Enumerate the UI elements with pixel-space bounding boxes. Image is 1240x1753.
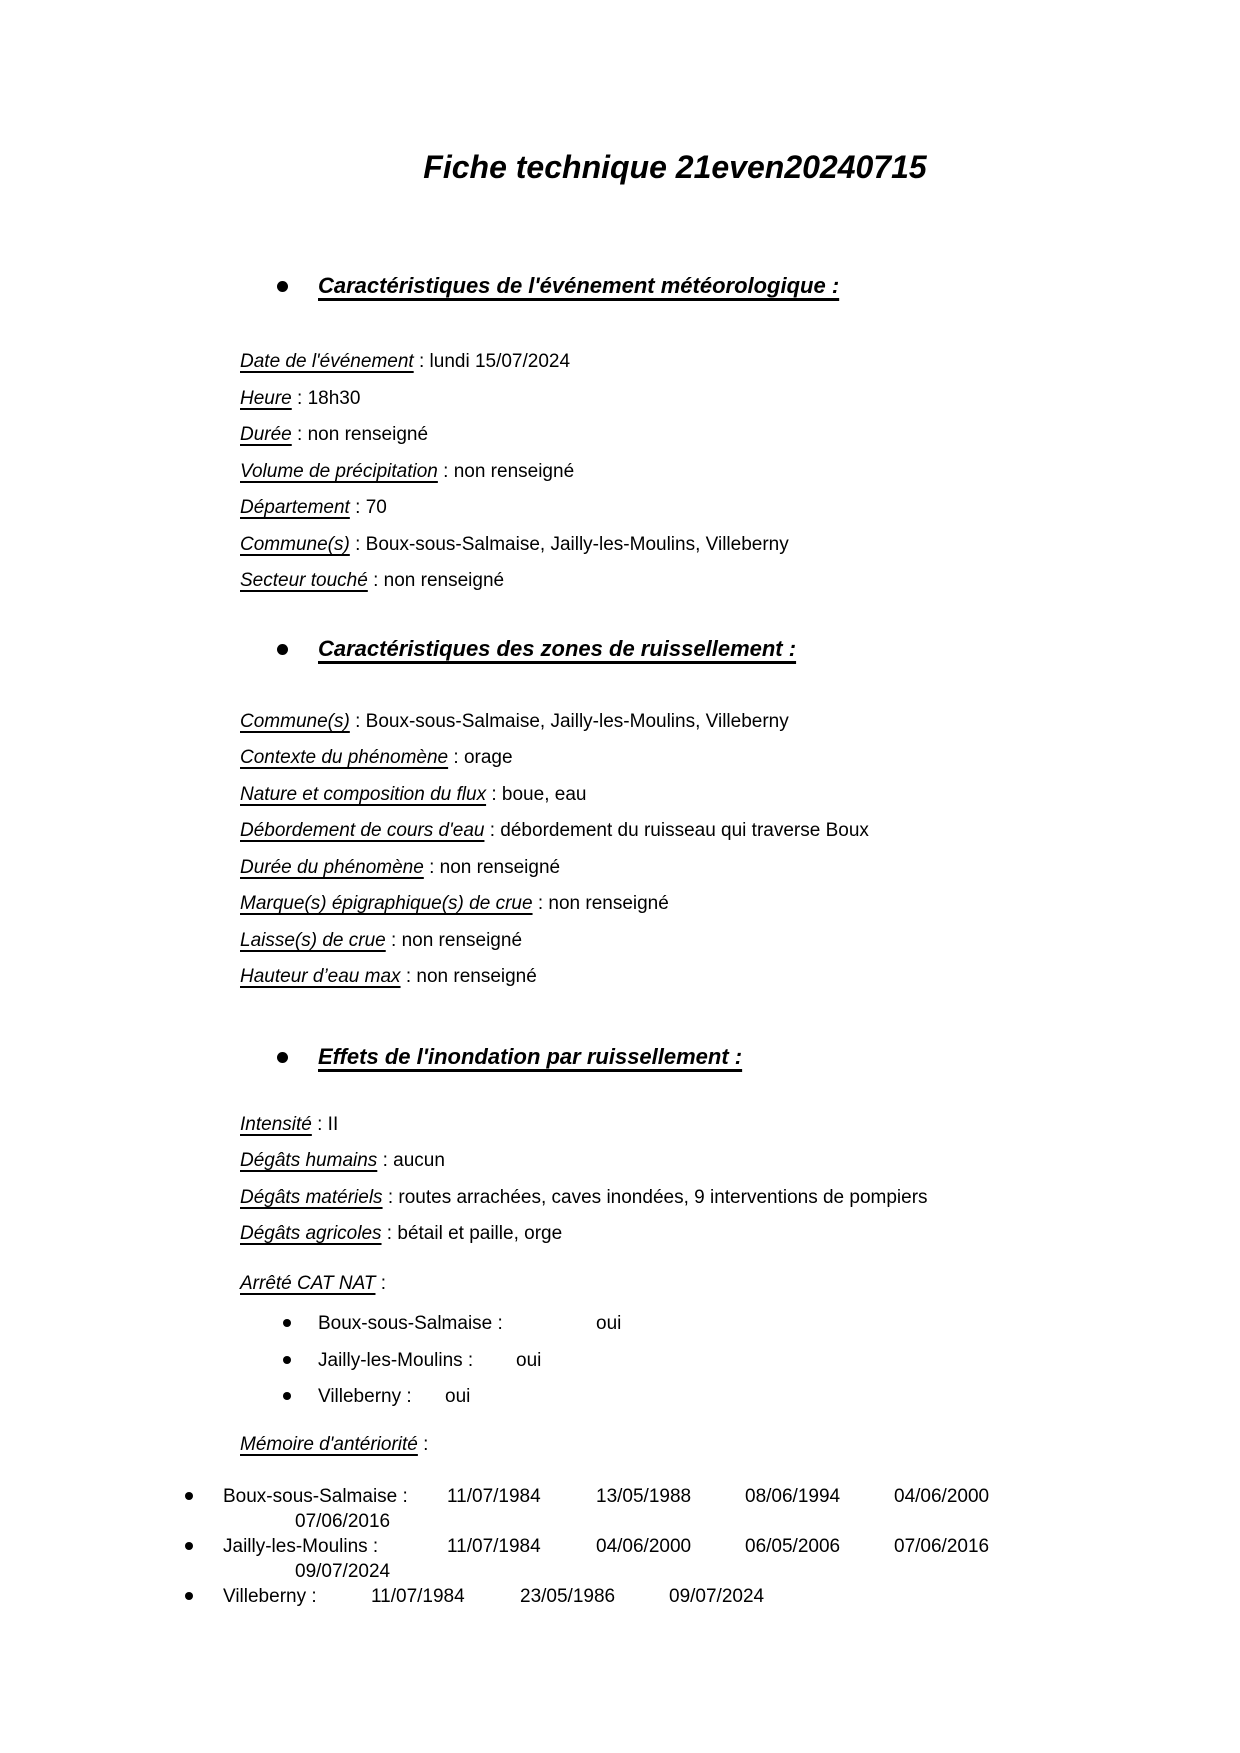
field-row xyxy=(240,1216,1240,1253)
catnat-row xyxy=(283,1306,1240,1343)
field-row xyxy=(240,344,1240,381)
field-separator: : xyxy=(437,460,454,482)
field-value: II xyxy=(327,1113,339,1135)
field-separator: : xyxy=(382,1186,399,1208)
memoire-line1 xyxy=(223,1534,1043,1559)
field-label: Dégâts humains xyxy=(240,1150,378,1171)
memoire-date: 13/05/1988 xyxy=(596,1486,692,1507)
bullet-icon xyxy=(283,1319,291,1327)
field-label: Département xyxy=(240,497,350,518)
catnat-value: oui xyxy=(596,1313,622,1334)
field-separator: : xyxy=(349,533,366,555)
field-row xyxy=(240,1143,1240,1180)
field-separator: : xyxy=(349,497,366,518)
field-value: non renseigné xyxy=(439,856,561,878)
catnat-label: Arrêté CAT NAT xyxy=(240,1272,376,1294)
field-row xyxy=(240,886,1240,923)
field-value: débordement du ruisseau qui traverse Boux xyxy=(500,820,869,841)
field-value: 18h30 xyxy=(307,387,361,409)
field-row xyxy=(240,777,1240,814)
memoire-commune: Villeberny : xyxy=(223,1586,317,1607)
field-label: Laisse(s) de crue xyxy=(240,929,386,951)
field-row xyxy=(240,959,1240,996)
memoire-row xyxy=(185,1484,1240,1534)
field-label: Dégâts agricoles xyxy=(240,1223,382,1244)
memoire-row xyxy=(185,1584,1240,1609)
memoire-date: 06/05/2006 xyxy=(745,1536,841,1557)
section-heading-effets xyxy=(277,1040,1240,1074)
memoire-item xyxy=(223,1484,1043,1534)
field-label: Débordement de cours d'eau xyxy=(240,820,485,841)
field-row xyxy=(240,563,1240,600)
memoire-date: 08/06/1994 xyxy=(745,1486,841,1507)
field-value: Boux-sous-Salmaise, Jailly-les-Moulins, Villeberny xyxy=(365,710,789,732)
memoire-list xyxy=(0,1484,1240,1609)
memoire-date: 11/07/1984 xyxy=(447,1486,541,1507)
memoire-commune: Boux-sous-Salmaise : xyxy=(223,1486,408,1507)
field-separator: : xyxy=(291,387,308,409)
field-separator: : xyxy=(375,1272,387,1294)
bullet-icon xyxy=(283,1392,291,1400)
catnat-commune: Boux-sous-Salmaise : xyxy=(318,1313,503,1334)
bullet-icon xyxy=(185,1542,193,1550)
field-label: Volume de précipitation xyxy=(240,460,438,482)
field-value: non renseigné xyxy=(401,929,523,951)
field-separator: : xyxy=(381,1223,398,1244)
field-value: boue, eau xyxy=(501,783,587,805)
section-heading-text: Caractéristiques de l'événement météorologique : xyxy=(318,273,840,298)
memoire-date: 04/06/2000 xyxy=(596,1536,692,1557)
memoire-line2 xyxy=(295,1509,1043,1534)
memoire-line2 xyxy=(295,1559,1043,1584)
field-row xyxy=(240,1107,1240,1144)
bullet-icon xyxy=(277,644,288,655)
memoire-date: 07/06/2016 xyxy=(295,1511,391,1532)
memoire-line1 xyxy=(223,1584,818,1609)
field-separator: : xyxy=(417,1433,429,1455)
field-row xyxy=(240,740,1240,777)
field-separator: : xyxy=(486,783,502,805)
memoire-row xyxy=(185,1534,1240,1584)
field-separator: : xyxy=(400,966,417,987)
catnat-item xyxy=(318,1379,470,1416)
field-separator: : xyxy=(291,424,308,445)
memoire-date: 09/07/2024 xyxy=(669,1586,765,1607)
catnat-commune: Villeberny : xyxy=(318,1386,412,1407)
field-value: 70 xyxy=(365,497,387,518)
field-label: Marque(s) épigraphique(s) de crue xyxy=(240,893,533,914)
field-list-meteo xyxy=(240,344,1240,600)
field-separator: : xyxy=(385,929,402,951)
field-separator: : xyxy=(311,1113,328,1135)
field-separator: : xyxy=(532,893,549,914)
catnat-list xyxy=(0,1306,1240,1416)
catnat-value: oui xyxy=(516,1349,542,1371)
memoire-item xyxy=(223,1584,818,1609)
memoire-label: Mémoire d'antériorité xyxy=(240,1433,418,1455)
field-separator: : xyxy=(349,710,366,732)
memoire-date: 23/05/1986 xyxy=(520,1586,616,1607)
memoire-date: 07/06/2016 xyxy=(894,1536,990,1557)
bullet-icon xyxy=(277,281,288,292)
catnat-label-row xyxy=(240,1266,1240,1303)
field-separator: : xyxy=(377,1150,394,1171)
field-separator: : xyxy=(367,570,384,591)
field-row xyxy=(240,813,1240,850)
memoire-item xyxy=(223,1534,1043,1584)
field-row xyxy=(240,704,1240,741)
field-label: Secteur touché xyxy=(240,570,368,591)
memoire-date: 11/07/1984 xyxy=(371,1586,465,1607)
bullet-icon xyxy=(283,1356,291,1364)
field-separator: : xyxy=(423,856,440,878)
catnat-value: oui xyxy=(445,1386,471,1407)
section-heading-zones xyxy=(277,632,1240,666)
section-heading-meteo xyxy=(277,269,1240,303)
field-separator: : xyxy=(413,351,430,372)
field-row xyxy=(240,527,1240,564)
field-label: Hauteur d’eau max xyxy=(240,966,401,987)
field-label: Dégâts matériels xyxy=(240,1186,383,1208)
memoire-commune: Jailly-les-Moulins : xyxy=(223,1536,379,1557)
field-label: Contexte du phénomène xyxy=(240,747,449,768)
page-title: Fiche technique 21even20240715 xyxy=(423,149,927,185)
field-value: aucun xyxy=(393,1150,445,1171)
bullet-icon xyxy=(185,1592,193,1600)
field-label: Intensité xyxy=(240,1113,312,1135)
field-separator: : xyxy=(448,747,464,768)
field-value: routes arrachées, caves inondées, 9 interventions de pompiers xyxy=(398,1186,928,1208)
field-label: Heure xyxy=(240,387,292,409)
field-list-zones xyxy=(240,704,1240,996)
field-separator: : xyxy=(484,820,501,841)
field-value: lundi 15/07/2024 xyxy=(429,351,571,372)
section-heading-text: Effets de l'inondation par ruissellement : xyxy=(318,1043,743,1069)
field-row xyxy=(240,454,1240,491)
field-row xyxy=(240,923,1240,960)
catnat-commune: Jailly-les-Moulins : xyxy=(318,1349,474,1371)
field-value: bétail et paille, orge xyxy=(397,1223,563,1244)
field-value: non renseigné xyxy=(416,966,537,987)
memoire-date: 04/06/2000 xyxy=(894,1486,990,1507)
field-label: Commune(s) xyxy=(240,710,350,732)
memoire-date: 11/07/1984 xyxy=(447,1536,541,1557)
field-row xyxy=(240,490,1240,527)
field-value: orage xyxy=(463,747,513,768)
memoire-label-row xyxy=(240,1427,1240,1464)
field-row xyxy=(240,381,1240,418)
field-value: non renseigné xyxy=(307,424,429,445)
memoire-date: 09/07/2024 xyxy=(295,1561,391,1582)
catnat-item xyxy=(318,1306,621,1343)
field-value: non renseigné xyxy=(453,460,575,482)
field-list-effets xyxy=(240,1107,1240,1253)
field-row xyxy=(240,1180,1240,1217)
field-label: Nature et composition du flux xyxy=(240,783,487,805)
field-label: Date de l'événement xyxy=(240,351,414,372)
section-heading-text: Caractéristiques des zones de ruissellement : xyxy=(318,635,797,661)
field-row xyxy=(240,417,1240,454)
bullet-icon xyxy=(277,1052,288,1063)
field-value: non renseigné xyxy=(548,893,669,914)
memoire-line1 xyxy=(223,1484,1043,1509)
catnat-row xyxy=(283,1343,1240,1380)
field-value: non renseigné xyxy=(383,570,505,591)
field-label: Durée xyxy=(240,424,292,445)
field-label: Durée du phénomène xyxy=(240,856,424,878)
bullet-icon xyxy=(185,1492,193,1500)
catnat-row xyxy=(283,1379,1240,1416)
field-label: Commune(s) xyxy=(240,533,350,555)
catnat-item xyxy=(318,1343,541,1380)
field-value: Boux-sous-Salmaise, Jailly-les-Moulins, Villeberny xyxy=(365,533,789,555)
field-row xyxy=(240,850,1240,887)
